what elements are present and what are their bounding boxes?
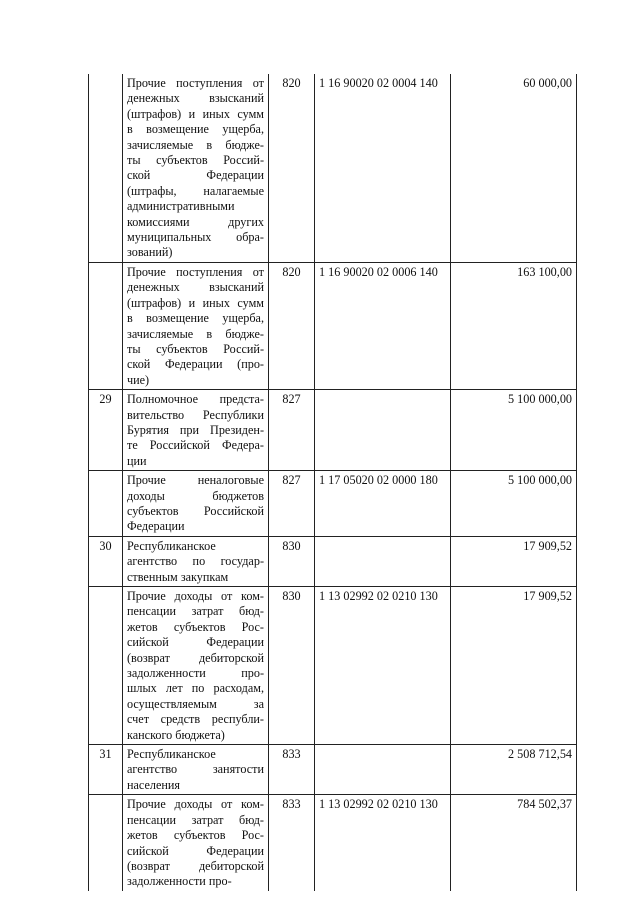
row-name bbox=[123, 390, 269, 471]
name-line: (штрафы, налагаемые bbox=[127, 183, 264, 198]
budget-classification-code bbox=[315, 390, 451, 471]
amount: 17 909,52 bbox=[451, 536, 577, 586]
budget-classification-code bbox=[315, 745, 451, 795]
name-line: жетов субъектов Рос- bbox=[127, 828, 264, 843]
row-number: 30 bbox=[89, 536, 123, 586]
name-line: зований) bbox=[127, 245, 173, 260]
table-row bbox=[89, 536, 577, 586]
name-line: в возмещение ущерба, bbox=[127, 311, 264, 326]
name-line: задолженности про- bbox=[127, 874, 232, 889]
amount: 17 909,52 bbox=[451, 587, 577, 745]
table-row bbox=[89, 587, 577, 745]
name-line: денежных взысканий bbox=[127, 280, 264, 295]
name-line: Прочие доходы от ком- bbox=[127, 797, 264, 812]
name-line: ты субъектов Россий- bbox=[127, 153, 264, 168]
table-row bbox=[89, 471, 577, 537]
admin-code: 833 bbox=[269, 745, 315, 795]
name-line: Полномочное предста- bbox=[127, 392, 264, 407]
name-line: Бурятия при Президен- bbox=[127, 422, 264, 437]
row-number bbox=[89, 471, 123, 537]
name-line: задолженности про- bbox=[127, 666, 264, 681]
name-line: агентство занятости bbox=[127, 762, 264, 777]
name-line: агентство по государ- bbox=[127, 554, 264, 569]
name-line: счет средств республи- bbox=[127, 712, 264, 727]
row-name bbox=[123, 745, 269, 795]
admin-code: 827 bbox=[269, 471, 315, 537]
name-line: населения bbox=[127, 777, 181, 792]
admin-code: 820 bbox=[269, 74, 315, 262]
name-line: чие) bbox=[127, 372, 150, 387]
budget-classification-code bbox=[315, 536, 451, 586]
table-row bbox=[89, 390, 577, 471]
budget-classification-code: 1 17 05020 02 0000 180 bbox=[315, 471, 451, 537]
name-line: те Российской Федера- bbox=[127, 438, 264, 453]
name-line: Прочие поступления от bbox=[127, 264, 264, 279]
table-row bbox=[89, 74, 577, 262]
name-line: (штрафов) и иных сумм bbox=[127, 295, 264, 310]
name-line: (возврат дебиторской bbox=[127, 650, 264, 665]
name-line: зачисляемые в бюдже- bbox=[127, 137, 264, 152]
name-line: шлых лет по расходам, bbox=[127, 681, 264, 696]
name-line: Прочие доходы от ком- bbox=[127, 589, 264, 603]
name-line: муниципальных обра- bbox=[127, 230, 264, 245]
row-name bbox=[123, 262, 269, 389]
table-row bbox=[89, 262, 577, 389]
row-name bbox=[123, 587, 269, 745]
revenue-table bbox=[88, 74, 577, 891]
name-line: административными bbox=[127, 199, 235, 214]
name-line: (возврат дебиторской bbox=[127, 858, 264, 873]
table-row bbox=[89, 745, 577, 795]
amount: 163 100,00 bbox=[451, 262, 577, 389]
name-line: комиссиями других bbox=[127, 214, 264, 229]
name-line: пенсации затрат бюд- bbox=[127, 812, 264, 827]
row-number bbox=[89, 587, 123, 745]
name-line: ской Федерации bbox=[127, 168, 264, 183]
row-number bbox=[89, 262, 123, 389]
row-name bbox=[123, 536, 269, 586]
name-line: денежных взысканий bbox=[127, 91, 264, 106]
name-line: канского бюджета) bbox=[127, 727, 225, 742]
amount: 2 508 712,54 bbox=[451, 745, 577, 795]
row-name bbox=[123, 795, 269, 891]
row-number: 29 bbox=[89, 390, 123, 471]
admin-code: 827 bbox=[269, 390, 315, 471]
name-line: зачисляемые в бюдже- bbox=[127, 326, 264, 341]
name-line: Прочие неналоговые bbox=[127, 473, 264, 488]
name-line: пенсации затрат бюд- bbox=[127, 604, 264, 619]
name-line: Республиканское bbox=[127, 538, 216, 553]
name-line: ской Федерации (про- bbox=[127, 357, 264, 372]
admin-code: 830 bbox=[269, 587, 315, 745]
name-line: сийской Федерации bbox=[127, 635, 264, 650]
name-line: ственным закупкам bbox=[127, 569, 229, 584]
row-name bbox=[123, 471, 269, 537]
name-line: Прочие поступления от bbox=[127, 76, 264, 90]
budget-classification-code: 1 13 02992 02 0210 130 bbox=[315, 587, 451, 745]
admin-code: 833 bbox=[269, 795, 315, 891]
name-line: доходы бюджетов bbox=[127, 488, 264, 503]
row-number bbox=[89, 74, 123, 262]
amount: 5 100 000,00 bbox=[451, 471, 577, 537]
name-line: в возмещение ущерба, bbox=[127, 122, 264, 137]
budget-classification-code: 1 16 90020 02 0006 140 bbox=[315, 262, 451, 389]
name-line: осуществляемым за bbox=[127, 696, 264, 711]
budget-classification-code: 1 13 02992 02 0210 130 bbox=[315, 795, 451, 891]
row-number bbox=[89, 795, 123, 891]
amount: 60 000,00 bbox=[451, 74, 577, 262]
admin-code: 820 bbox=[269, 262, 315, 389]
row-number: 31 bbox=[89, 745, 123, 795]
name-line: жетов субъектов Рос- bbox=[127, 619, 264, 634]
name-line: ции bbox=[127, 453, 147, 468]
name-line: Федерации bbox=[127, 519, 185, 534]
name-line: (штрафов) и иных сумм bbox=[127, 106, 264, 121]
budget-classification-code: 1 16 90020 02 0004 140 bbox=[315, 74, 451, 262]
name-line: субъектов Российской bbox=[127, 503, 264, 518]
table-row bbox=[89, 795, 577, 891]
amount: 5 100 000,00 bbox=[451, 390, 577, 471]
amount: 784 502,37 bbox=[451, 795, 577, 891]
name-line: Республиканское bbox=[127, 747, 216, 762]
revenue-table-body bbox=[89, 74, 577, 891]
admin-code: 830 bbox=[269, 536, 315, 586]
name-line: ты субъектов Россий- bbox=[127, 341, 264, 356]
row-name bbox=[123, 74, 269, 262]
name-line: сийской Федерации bbox=[127, 843, 264, 858]
name-line: вительство Республики bbox=[127, 407, 264, 422]
